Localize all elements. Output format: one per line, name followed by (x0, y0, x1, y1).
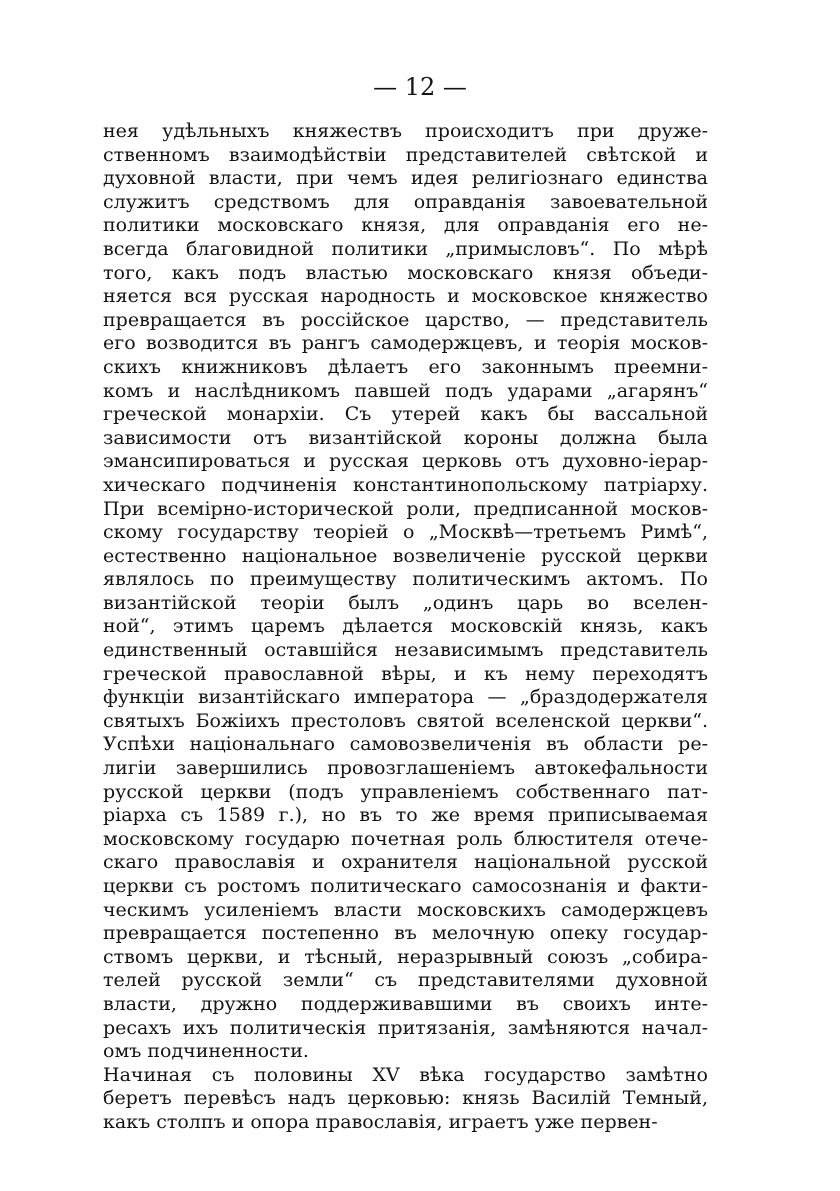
text-line: скихъ книжниковъ дѣлаетъ его законнымъ преемни- (103, 355, 708, 378)
text-line: скаго православія и охранителя національной русской (103, 851, 708, 874)
text-line: греческой монархіи. Съ утерей какъ бы вассальной (103, 403, 708, 426)
text-line: телей русской земли“ съ представителями духовной (103, 969, 708, 992)
text-line: церкви съ ростомъ политическаго самосознанія и факти- (103, 875, 708, 897)
text-line: Успѣхи національнаго самовозвеличенія въ области ре- (103, 733, 708, 756)
text-line: естественно національное возвеличеніе русской церкви (103, 544, 708, 567)
text-line: комъ и наслѣдникомъ павшей подъ ударами „агарянъ“ (103, 379, 708, 402)
text-line: ствомъ церкви, и тѣсный, неразрывный союзъ „собира- (103, 945, 708, 968)
text-line: того, какъ подъ властью московскаго князя объеди- (103, 261, 708, 284)
text-line: его возводится въ рангъ самодержцевъ, и теорія москов- (103, 332, 708, 355)
text-line: ческимъ усиленіемъ власти московскихъ самодержцевъ (103, 898, 708, 921)
text-line: ріарха съ 1589 г.), но въ то же время приписываемая (103, 804, 708, 827)
page-number: — 12 — (373, 73, 467, 101)
text-line: превращается въ россійское царство, — представитель (103, 308, 708, 331)
text-line: всегда благовидной политики „примысловъ“. По мѣрѣ (103, 237, 708, 260)
text-line: служитъ средствомъ для оправданія завоевательной (103, 190, 708, 213)
text-line: московскому государю почетная роль блюстителя отече- (103, 827, 708, 850)
text-line: Начиная съ половины XV вѣка государство замѣтно (103, 1063, 708, 1086)
text-line: беретъ перевѣсъ надъ церковью: князь Василій Темный, (103, 1087, 708, 1110)
text-line: функціи византійскаго императора — „браздодержателя (103, 686, 708, 709)
text-line: зависимости отъ византійской короны должна была (103, 426, 708, 449)
text-line: власти, дружно поддерживавшими въ своихъ инте- (103, 992, 708, 1015)
text-line: лигіи завершились провозглашеніемъ автокефальности (103, 757, 708, 780)
text-line: какъ столпъ и опора православія, играетъ уже первен- (103, 1110, 658, 1133)
text-line: единственный оставшійся независимымъ представитель (103, 639, 708, 662)
text-line: святыхъ Божіихъ престоловъ святой вселенской церкви“. (103, 709, 708, 732)
text-line: няется вся русская народность и московское княжество (103, 285, 708, 308)
body-text (103, 120, 708, 1135)
text-line: эмансипироваться и русская церковь отъ духовно-іерар- (103, 450, 708, 473)
text-line: скому государству теоріей о „Москвѣ—третьемъ Римѣ“, (103, 521, 708, 544)
text-line: ной“, этимъ царемъ дѣлается московскій князь, какъ (103, 615, 708, 638)
text-line: ресахъ ихъ политическія притязанія, замѣняются начал- (103, 1016, 708, 1039)
text-line: являлось по преимуществу политическимъ актомъ. По (103, 568, 708, 591)
text-line: превращается постепенно въ мелочную опеку государ- (103, 922, 708, 945)
text-line: византійской теоріи былъ „одинъ царь во вселен- (103, 591, 708, 614)
text-line: При всемірно-исторической роли, предписанной москов- (103, 497, 708, 520)
text-line: политики московскаго князя, для оправданія его не- (103, 214, 708, 237)
text-line: хическаго подчиненія константинопольскому патріарху. (103, 473, 708, 496)
text-line: омъ подчиненности. (103, 1040, 309, 1063)
text-line: греческой православной вѣры, и къ нему переходятъ (103, 662, 708, 685)
text-line: русской церкви (подъ управленіемъ собственнаго пат- (103, 780, 708, 803)
text-line: нея удѣльныхъ княжествъ происходитъ при друже- (103, 120, 708, 142)
text-line: ственномъ взаимодѣйствіи представителей свѣтской и (103, 143, 708, 166)
text-line: духовной власти, при чемъ идея религіознаго единства (103, 167, 708, 190)
